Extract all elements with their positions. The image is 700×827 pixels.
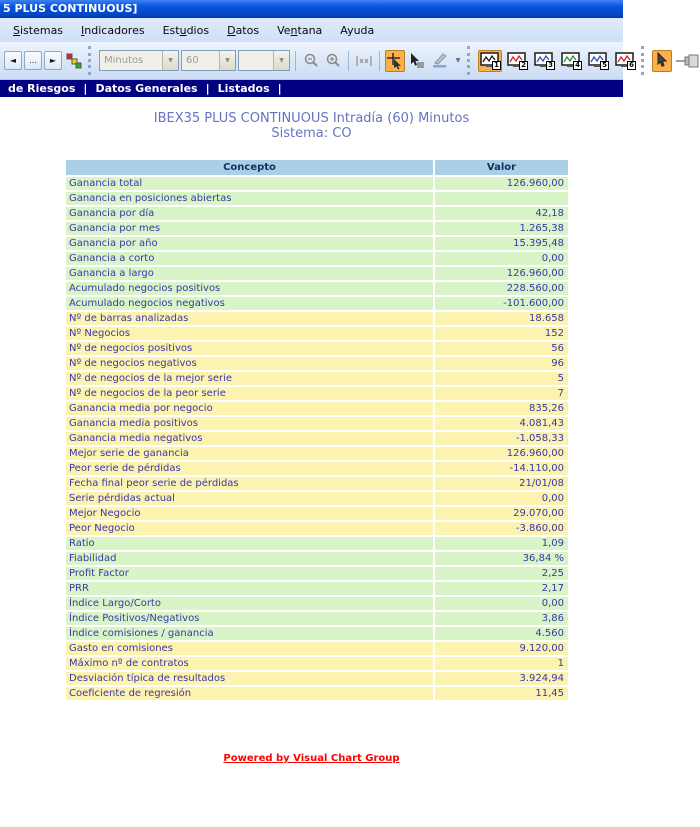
valor-cell: 0,00 bbox=[435, 252, 568, 265]
valor-cell: 835,26 bbox=[435, 402, 568, 415]
toolbar-separator bbox=[295, 51, 296, 71]
tab-separator: | bbox=[277, 82, 282, 95]
chart-window-button-6[interactable] bbox=[613, 50, 637, 72]
concepto-cell: Ganancia media por negocio bbox=[66, 402, 433, 415]
menu-item-indicadores[interactable]: Indicadores bbox=[81, 23, 145, 37]
concepto-cell: Gasto en comisiones bbox=[66, 642, 433, 655]
chevron-down-icon: ▼ bbox=[168, 57, 173, 64]
nav-more-button[interactable] bbox=[24, 51, 42, 70]
combo-dropdown-button[interactable] bbox=[219, 51, 235, 70]
arrow-tool-button[interactable] bbox=[652, 50, 672, 72]
next-arrow-icon: ► bbox=[49, 56, 57, 65]
valor-cell: 228.560,00 bbox=[435, 282, 568, 295]
concepto-cell: Ganancia media negativos bbox=[66, 432, 433, 445]
linked-squares-icon bbox=[66, 53, 82, 69]
pin-window-button[interactable] bbox=[674, 50, 700, 72]
tab-de-riesgos[interactable]: de Riesgos bbox=[8, 82, 76, 95]
draw-pen-dropdown[interactable] bbox=[453, 50, 463, 72]
table-row bbox=[66, 627, 568, 640]
toolbar-grip[interactable] bbox=[88, 46, 95, 75]
concepto-cell: Coeficiente de regresión bbox=[66, 687, 433, 700]
menu-item-ayuda[interactable]: Ayuda bbox=[340, 23, 375, 37]
valor-cell: 29.070,00 bbox=[435, 507, 568, 520]
valor-cell: 42,18 bbox=[435, 207, 568, 220]
valor-cell: 7 bbox=[435, 387, 568, 400]
concepto-cell: Ratio bbox=[66, 537, 433, 550]
valor-cell: -14.110,00 bbox=[435, 462, 568, 475]
chart-window-button-3[interactable] bbox=[532, 50, 556, 72]
toolbar bbox=[0, 42, 634, 80]
report-tab-band bbox=[0, 80, 623, 97]
powered-by-link[interactable]: Powered by Visual Chart Group bbox=[223, 753, 400, 764]
table-row bbox=[66, 507, 568, 520]
table-row bbox=[66, 357, 568, 370]
table-row bbox=[66, 462, 568, 475]
concepto-cell: Nº de negocios de la mejor serie bbox=[66, 372, 433, 385]
chevron-down-icon: ▼ bbox=[279, 57, 284, 64]
valor-cell: 0,00 bbox=[435, 492, 568, 505]
concepto-cell: Ganancia total bbox=[66, 177, 433, 190]
window-number-badge: 6 bbox=[629, 60, 634, 69]
valor-cell: 1 bbox=[435, 657, 568, 670]
valor-cell: 4.560 bbox=[435, 627, 568, 640]
draw-pen-icon bbox=[430, 52, 450, 70]
report-title-line2: Sistema: CO bbox=[271, 126, 352, 141]
concepto-cell: Fecha final peor serie de pérdidas bbox=[66, 477, 433, 490]
table-row bbox=[66, 597, 568, 610]
nav-prev-button[interactable] bbox=[4, 51, 22, 70]
concepto-cell: Máximo nº de contratos bbox=[66, 657, 433, 670]
valor-cell: 56 bbox=[435, 342, 568, 355]
menu-item-estudios[interactable]: Estudios bbox=[162, 23, 210, 37]
table-row bbox=[66, 567, 568, 580]
concepto-cell: Mejor Negocio bbox=[66, 507, 433, 520]
table-row bbox=[66, 267, 568, 280]
table-row bbox=[66, 402, 568, 415]
report-title bbox=[0, 97, 623, 141]
chart-window-button-1[interactable] bbox=[478, 50, 502, 72]
report-footer bbox=[0, 746, 623, 765]
valor-cell: 152 bbox=[435, 327, 568, 340]
valor-cell: 1.265,38 bbox=[435, 222, 568, 235]
concepto-cell: Nº de barras analizadas bbox=[66, 312, 433, 325]
valor-cell: 3,86 bbox=[435, 612, 568, 625]
linked-series-button[interactable] bbox=[64, 50, 84, 72]
crosshair-pointer-icon bbox=[386, 52, 404, 70]
combo-dropdown-button[interactable] bbox=[162, 51, 178, 70]
column-header-valor: Valor bbox=[435, 160, 568, 175]
window-number-badge: 5 bbox=[602, 60, 607, 69]
table-row bbox=[66, 387, 568, 400]
valor-cell: 3.924,94 bbox=[435, 672, 568, 685]
concepto-cell: Ganancia media positivos bbox=[66, 417, 433, 430]
combo-dropdown-button[interactable] bbox=[273, 51, 289, 70]
toolbar-grip[interactable] bbox=[467, 46, 474, 75]
table-row bbox=[66, 447, 568, 460]
nav-next-button[interactable] bbox=[44, 51, 62, 70]
report-table-body bbox=[66, 177, 568, 700]
prev-arrow-icon: ◄ bbox=[9, 56, 17, 65]
valor-cell: 0,00 bbox=[435, 597, 568, 610]
table-row bbox=[66, 477, 568, 490]
table-row bbox=[66, 282, 568, 295]
valor-cell: 126.960,00 bbox=[435, 177, 568, 190]
crosshair-pointer-button[interactable] bbox=[385, 50, 405, 72]
report-content bbox=[0, 97, 623, 827]
compress-data-button[interactable] bbox=[354, 50, 374, 72]
window-number-badge: 4 bbox=[575, 60, 580, 69]
valor-cell: -3.860,00 bbox=[435, 522, 568, 535]
valor-cell: 5 bbox=[435, 372, 568, 385]
menu-item-datos[interactable]: Datos bbox=[227, 23, 260, 37]
period-combo-value: Minutos bbox=[104, 55, 144, 66]
table-row bbox=[66, 657, 568, 670]
table-row bbox=[66, 612, 568, 625]
concepto-cell: Ganancia en posiciones abiertas bbox=[66, 192, 433, 205]
concepto-cell: Nº de negocios negativos bbox=[66, 357, 433, 370]
table-row bbox=[66, 522, 568, 535]
tab-separator: | bbox=[83, 82, 88, 95]
pushpin-icon bbox=[675, 53, 699, 69]
chart-window-buttons bbox=[478, 50, 637, 72]
zoom-in-button[interactable] bbox=[323, 50, 343, 72]
table-row bbox=[66, 207, 568, 220]
chart-window-button-5[interactable] bbox=[586, 50, 610, 72]
valor-cell: 36,84 % bbox=[435, 552, 568, 565]
window-titlebar bbox=[0, 0, 623, 18]
valor-cell: -101.600,00 bbox=[435, 297, 568, 310]
concepto-cell: Ganancia por mes bbox=[66, 222, 433, 235]
concepto-cell: Serie pérdidas actual bbox=[66, 492, 433, 505]
table-header-row bbox=[66, 160, 568, 175]
chart-window-button-2[interactable] bbox=[505, 50, 529, 72]
concepto-cell: Ganancia a corto bbox=[66, 252, 433, 265]
column-header-concepto: Concepto bbox=[66, 160, 433, 175]
table-row bbox=[66, 582, 568, 595]
table-row bbox=[66, 417, 568, 430]
zoom-out-icon bbox=[303, 52, 320, 69]
concepto-cell: Profit Factor bbox=[66, 567, 433, 580]
compress-data-icon bbox=[355, 53, 373, 69]
report-table bbox=[66, 160, 568, 700]
concepto-cell: Índice Largo/Corto bbox=[66, 597, 433, 610]
table-row bbox=[66, 642, 568, 655]
concepto-cell: Fiabilidad bbox=[66, 552, 433, 565]
tab-listados[interactable]: Listados bbox=[217, 82, 270, 95]
concepto-cell: Ganancia a largo bbox=[66, 267, 433, 280]
chevron-down-icon: ▼ bbox=[455, 57, 461, 64]
menu-item-sistemas[interactable]: Sistemas bbox=[13, 23, 64, 37]
zoom-out-button[interactable] bbox=[301, 50, 321, 72]
valor-cell: 18.658 bbox=[435, 312, 568, 325]
window-number-badge: 1 bbox=[494, 60, 499, 69]
valor-cell: 11,45 bbox=[435, 687, 568, 700]
draw-pen-button[interactable] bbox=[429, 50, 451, 72]
window-title: 5 PLUS CONTINUOUS] bbox=[3, 2, 138, 15]
window-number-badge: 2 bbox=[521, 60, 526, 69]
concepto-cell: Nº de negocios positivos bbox=[66, 342, 433, 355]
concepto-cell: Nº de negocios de la peor serie bbox=[66, 387, 433, 400]
window-number-badge: 3 bbox=[548, 60, 553, 69]
valor-cell: 4.081,43 bbox=[435, 417, 568, 430]
valor-cell: 2,17 bbox=[435, 582, 568, 595]
valor-cell bbox=[435, 192, 568, 205]
report-title-line1: IBEX35 PLUS CONTINUOUS Intradía (60) Minutos bbox=[153, 111, 470, 126]
table-row bbox=[66, 492, 568, 505]
valor-cell: 126.960,00 bbox=[435, 267, 568, 280]
table-row bbox=[66, 537, 568, 550]
table-row bbox=[66, 192, 568, 205]
concepto-cell: Acumulado negocios positivos bbox=[66, 282, 433, 295]
zoom-in-icon bbox=[325, 52, 342, 69]
table-row bbox=[66, 432, 568, 445]
menu-bar bbox=[0, 18, 623, 42]
valor-cell: 15.395,48 bbox=[435, 237, 568, 250]
table-row bbox=[66, 222, 568, 235]
toolbar-grip[interactable] bbox=[641, 46, 648, 75]
concepto-cell: Nº Negocios bbox=[66, 327, 433, 340]
table-row bbox=[66, 372, 568, 385]
tab-separator: | bbox=[205, 82, 210, 95]
table-row bbox=[66, 327, 568, 340]
valor-cell: 1,09 bbox=[435, 537, 568, 550]
concepto-cell: Ganancia por año bbox=[66, 237, 433, 250]
concepto-cell: Mejor serie de ganancia bbox=[66, 447, 433, 460]
pointer-select-button[interactable] bbox=[407, 50, 427, 72]
table-row bbox=[66, 237, 568, 250]
valor-cell: 96 bbox=[435, 357, 568, 370]
menu-item-ventana[interactable]: Ventana bbox=[277, 23, 323, 37]
valor-cell: 126.960,00 bbox=[435, 447, 568, 460]
table-row bbox=[66, 252, 568, 265]
concepto-cell: PRR bbox=[66, 582, 433, 595]
concepto-cell: Índice Positivos/Negativos bbox=[66, 612, 433, 625]
valor-cell: -1.058,33 bbox=[435, 432, 568, 445]
table-row bbox=[66, 342, 568, 355]
concepto-cell: Acumulado negocios negativos bbox=[66, 297, 433, 310]
pointer-square-icon bbox=[408, 52, 426, 70]
chevron-down-icon: ▼ bbox=[225, 57, 230, 64]
tab-datos-generales[interactable]: Datos Generales bbox=[95, 82, 198, 95]
concepto-cell: Peor Negocio bbox=[66, 522, 433, 535]
valor-cell: 2,25 bbox=[435, 567, 568, 580]
concepto-cell: Ganancia por día bbox=[66, 207, 433, 220]
table-row bbox=[66, 312, 568, 325]
toolbar-separator bbox=[348, 51, 349, 71]
table-row bbox=[66, 687, 568, 700]
table-row bbox=[66, 177, 568, 190]
table-row bbox=[66, 297, 568, 310]
concepto-cell: Desviación típica de resultados bbox=[66, 672, 433, 685]
valor-cell: 9.120,00 bbox=[435, 642, 568, 655]
ellipsis-icon: ... bbox=[29, 56, 37, 65]
table-row bbox=[66, 552, 568, 565]
concepto-cell: Peor serie de pérdidas bbox=[66, 462, 433, 475]
concepto-cell: Índice comisiones / ganancia bbox=[66, 627, 433, 640]
compression-combo[interactable] bbox=[181, 50, 236, 71]
toolbar-separator bbox=[379, 51, 380, 71]
extra-combo[interactable] bbox=[238, 50, 290, 71]
arrow-cursor-icon bbox=[654, 52, 670, 69]
period-combo[interactable] bbox=[99, 50, 179, 71]
valor-cell: 21/01/08 bbox=[435, 477, 568, 490]
compression-combo-value: 60 bbox=[186, 55, 199, 66]
table-row bbox=[66, 672, 568, 685]
chart-window-button-4[interactable] bbox=[559, 50, 583, 72]
